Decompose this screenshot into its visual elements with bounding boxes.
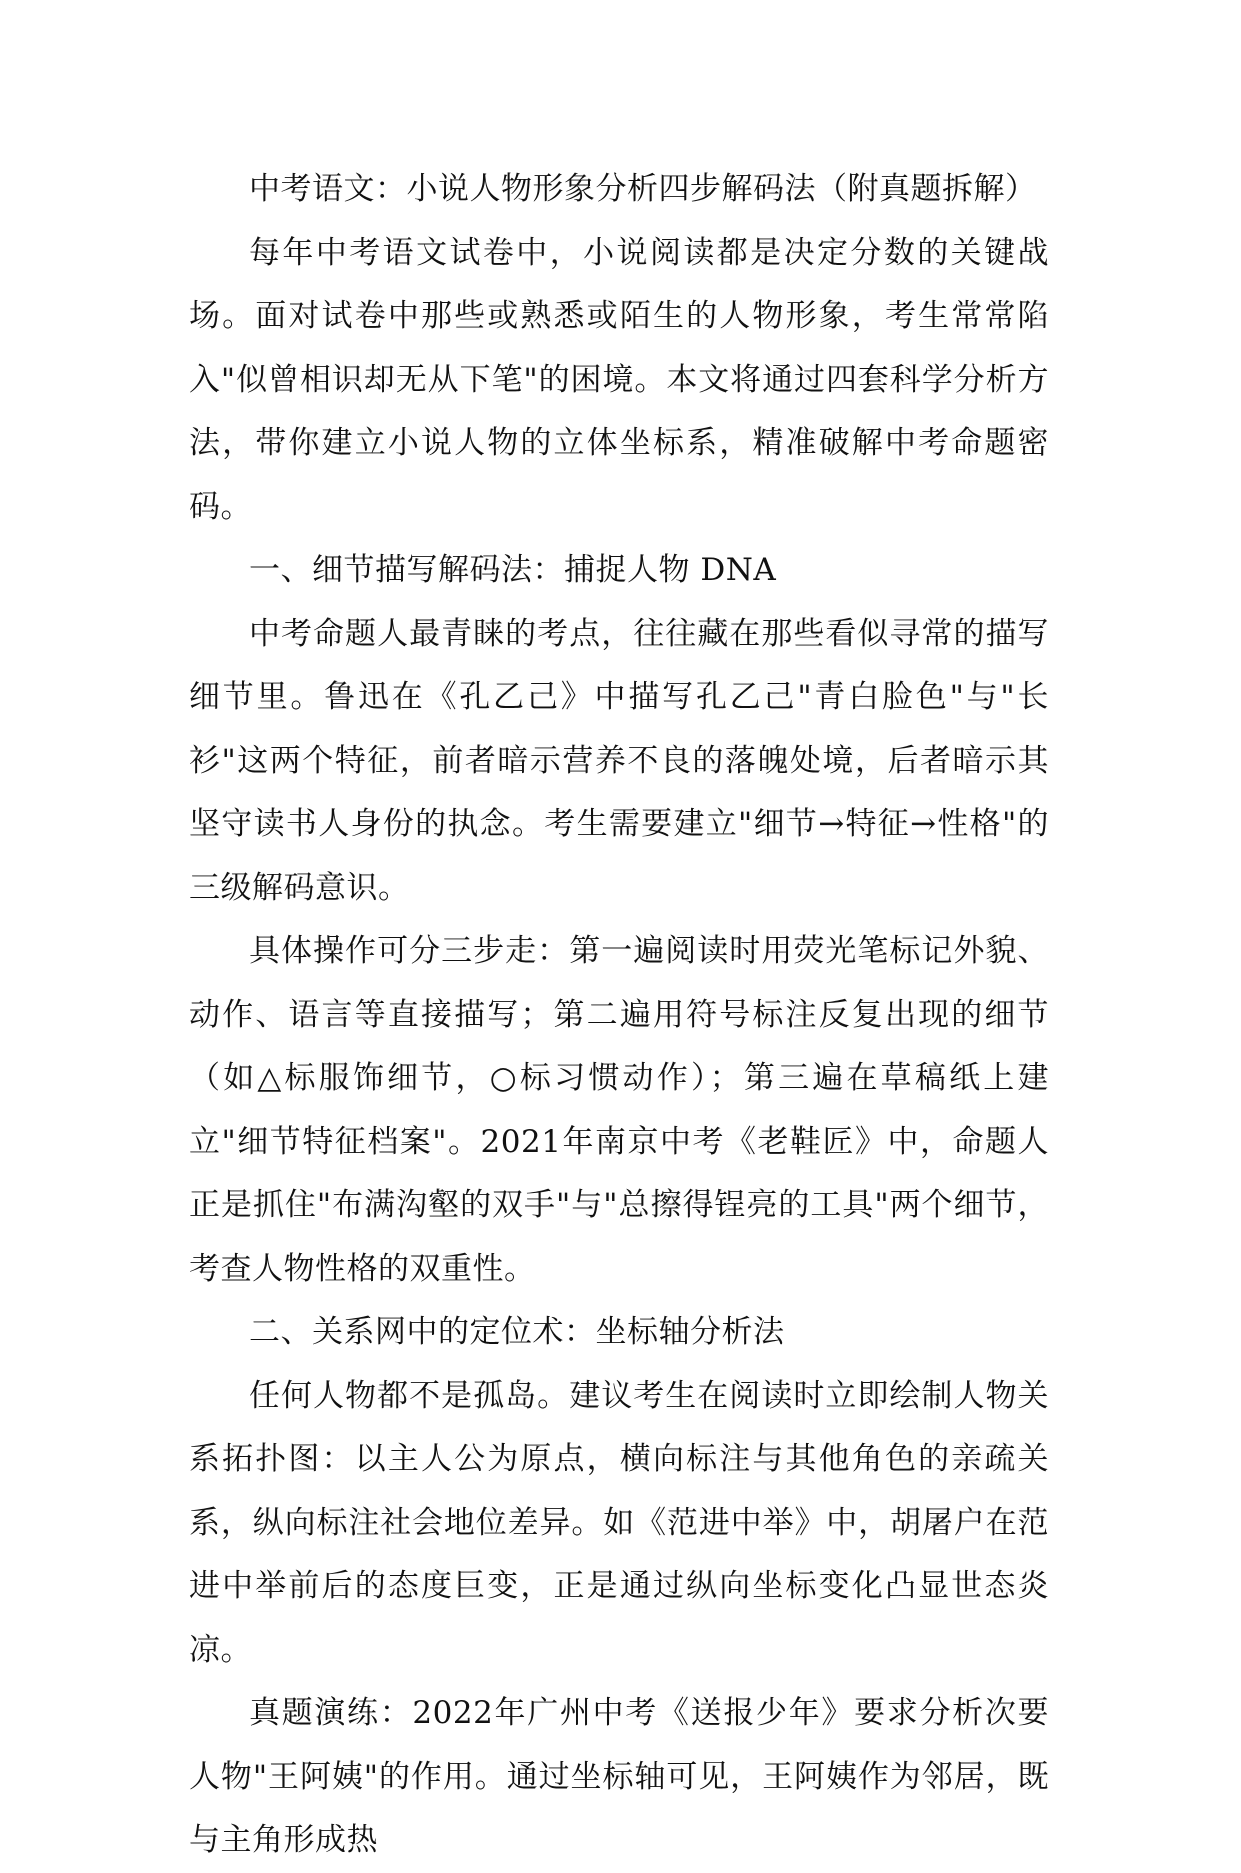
document-title: 中考语文：小说人物形象分析四步解码法（附真题拆解）: [249, 171, 1037, 207]
paragraph-exam-practice: 真题演练：2022年广州中考《送报少年》要求分析次要人物"王阿姨"的作用。通过坐标轴可见，王阿姨作为邻居，既与主角形成热: [189, 1695, 1049, 1858]
document-body: [189, 158, 1049, 1873]
section-heading-1: 一、细节描写解码法：捕捉人物 DNA: [249, 552, 777, 588]
paragraph-three-steps: 具体操作可分三步走：第一遍阅读时用荧光笔标记外貌、动作、语言等直接描写；第二遍用符号标注反复出现的细节（如△标服饰细节，○标习惯动作）；第三遍在草稿纸上建立"细节特征档案"。2021年南京中考《老鞋匠》中，命题人正是抓住"布满沟壑的双手"与"总擦得锃亮的工具"两个细节，考查人物性格的双重性。: [189, 933, 1049, 1287]
paragraph-detail-description: 中考命题人最青睐的考点，往往藏在那些看似寻常的描写细节里。鲁迅在《孔乙己》中描写孔乙己"青白脸色"与"长衫"这两个特征，前者暗示营养不良的落魄处境，后者暗示其坚守读书人身份的执念。考生需要建立"细节→特征→性格"的三级解码意识。: [189, 615, 1049, 906]
paragraph-intro: 每年中考语文试卷中，小说阅读都是决定分数的关键战场。面对试卷中那些或熟悉或陌生的人物形象，考生常常陷入"似曾相识却无从下笔"的困境。本文将通过四套科学分析方法，带你建立小说人物的立体坐标系，精准破解中考命题密码。: [189, 234, 1049, 525]
paragraph-relationship-network: 任何人物都不是孤岛。建议考生在阅读时立即绘制人物关系拓扑图：以主人公为原点，横向标注与其他角色的亲疏关系，纵向标注社会地位差异。如《范进中举》中，胡屠户在范进中举前后的态度巨变，正是通过纵向坐标变化凸显世态炎凉。: [189, 1377, 1049, 1668]
section-heading-2: 二、关系网中的定位术：坐标轴分析法: [249, 1314, 785, 1350]
